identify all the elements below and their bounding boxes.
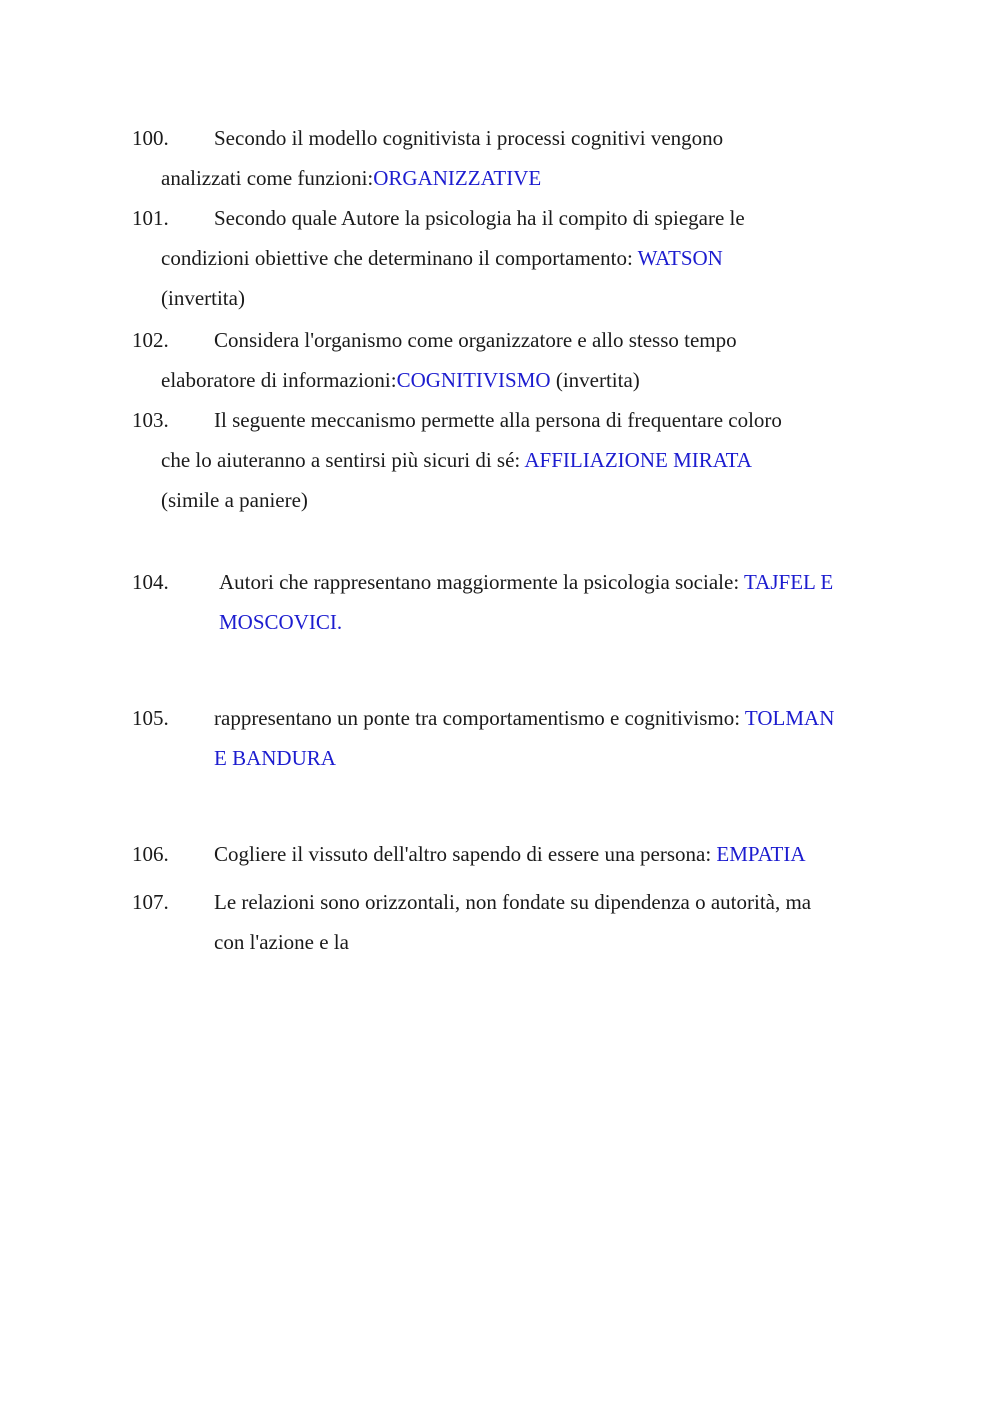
answer: COGNITIVISMO — [396, 368, 551, 392]
question-text: Il seguente meccanismo permette alla persona di frequentare coloro — [214, 408, 782, 432]
question-text-continued: che lo aiuteranno a sentirsi più sicuri di sé: AFFILIAZIONE MIRATA — [161, 448, 752, 472]
answer: AFFILIAZIONE MIRATA — [524, 448, 752, 472]
question-number: 101. — [132, 206, 169, 230]
question-text: Le relazioni sono orizzontali, non fondate su dipendenza o autorità, ma — [214, 890, 812, 914]
answer: TAJFEL E — [744, 570, 834, 594]
question-number: 102. — [132, 328, 169, 352]
note: (invertita) — [161, 286, 245, 310]
answer: TOLMAN — [744, 706, 835, 730]
question-text-continued: elaboratore di informazioni:COGNITIVISMO (invertita) — [161, 368, 640, 392]
answer-continued: MOSCOVICI. — [219, 610, 343, 634]
question-text-continued: analizzati come funzioni:ORGANIZZATIVE — [161, 166, 542, 190]
question-text: Considera l'organismo come organizzatore e allo stesso tempo — [214, 328, 737, 352]
question-text-continued: con l'azione e la — [214, 930, 349, 954]
question-number: 106. — [132, 842, 169, 866]
question-number: 105. — [132, 706, 169, 730]
question-text: Secondo quale Autore la psicologia ha il compito di spiegare le — [214, 206, 745, 230]
question-text: Autori che rappresentano maggiormente la psicologia sociale: TAJFEL E — [219, 570, 834, 594]
question-number: 103. — [132, 408, 169, 432]
question-text: rappresentano un ponte tra comportamentismo e cognitivismo: TOLMAN — [214, 706, 835, 730]
answer: ORGANIZZATIVE — [373, 166, 542, 190]
note: (simile a paniere) — [161, 488, 308, 512]
answer-continued: E BANDURA — [214, 746, 336, 770]
question-number: 100. — [132, 126, 169, 150]
note: (invertita) — [555, 368, 640, 392]
question-text-continued: condizioni obiettive che determinano il comportamento: WATSON — [161, 246, 723, 270]
question-text: Secondo il modello cognitivista i processi cognitivi vengono — [214, 126, 724, 150]
question-text: Cogliere il vissuto dell'altro sapendo di essere una persona: EMPATIA — [214, 842, 806, 866]
answer: EMPATIA — [716, 842, 806, 866]
answer: WATSON — [637, 246, 723, 270]
question-number: 107. — [132, 890, 169, 914]
question-number: 104. — [132, 570, 169, 594]
